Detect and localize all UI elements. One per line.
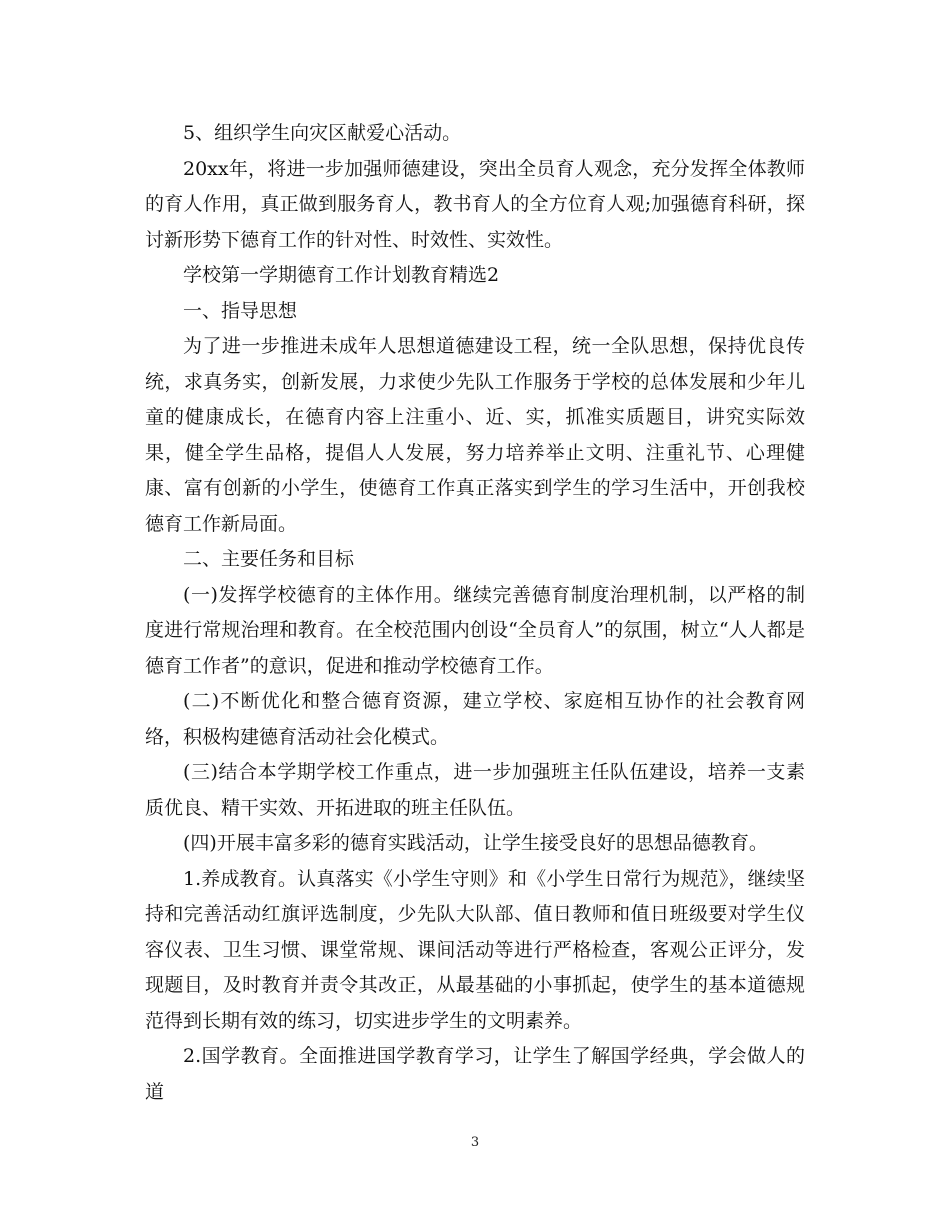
paragraph-classics-education: 2.国学教育。全面推进国学教育学习，让学生了解国学经典，学会做人的道 <box>145 1045 805 1103</box>
paragraph-task-1: (一)发挥学校德育的主体作用。继续完善德育制度治理机制，以严格的制度进行常规治理和教育。在全校范围内创设“全员育人”的氛围，树立“人人都是德育工作者”的意识，促进和推动学校德育工作。 <box>145 583 805 677</box>
paragraph-teacher-ethics: 20xx年，将进一步加强师德建设，突出全员育人观念，充分发挥全体教师的育人作用，真正做到服务育人，教书育人的全方位育人观;加强德育科研，探讨新形势下德育工作的针对性、时效性、实效性。 <box>145 157 805 251</box>
paragraph-guiding-ideology: 为了进一步推进未成年人思想道德建设工程，统一全队思想，保持优良传统，求真务实，创新发展，力求使少先队工作服务于学校的总体发展和少年儿童的健康成长，在德育内容上注重小、近、实，抓准实质题目，讲究实际效果，健全学生品格，提倡人人发展，努力培养举止文明、注重礼节、心理健康、富有创新的小学生，使德育工作真正落实到学生的学习生活中，开创我校德育工作新局面。 <box>145 335 805 535</box>
heading-main-tasks: 二、主要任务和目标 <box>183 548 355 570</box>
paragraph-task-2: (二)不断优化和整合德育资源，建立学校、家庭相互协作的社会教育网络，积极构建德育活动社会化模式。 <box>145 690 805 748</box>
paragraph-task-4: (四)开展丰富多彩的德育实践活动，让学生接受良好的思想品德教育。 <box>183 832 768 854</box>
paragraph-item-5: 5、组织学生向灾区献爱心活动。 <box>183 122 462 144</box>
page-number: 3 <box>470 1135 480 1150</box>
section-title: 学校第一学期德育工作计划教育精选2 <box>183 264 500 286</box>
paragraph-habit-education: 1.养成教育。认真落实《小学生守则》和《小学生日常行为规范》，继续坚持和完善活动红旗评选制度，少先队大队部、值日教师和值日班级要对学生仪容仪表、卫生习惯、课堂常规、课间活动等进行严格检查，客观公正评分，发现题目，及时教育并责令其改正，从最基础的小事抓起，使学生的基本道德规范得到长期有效的练习，切实进步学生的文明素养。 <box>145 867 805 1032</box>
document-body <box>145 116 805 1110</box>
paragraph-task-3: (三)结合本学期学校工作重点，进一步加强班主任队伍建设，培养一支素质优良、精干实效、开拓进取的班主任队伍。 <box>145 761 805 819</box>
heading-guiding-ideology: 一、指导思想 <box>183 299 298 322</box>
